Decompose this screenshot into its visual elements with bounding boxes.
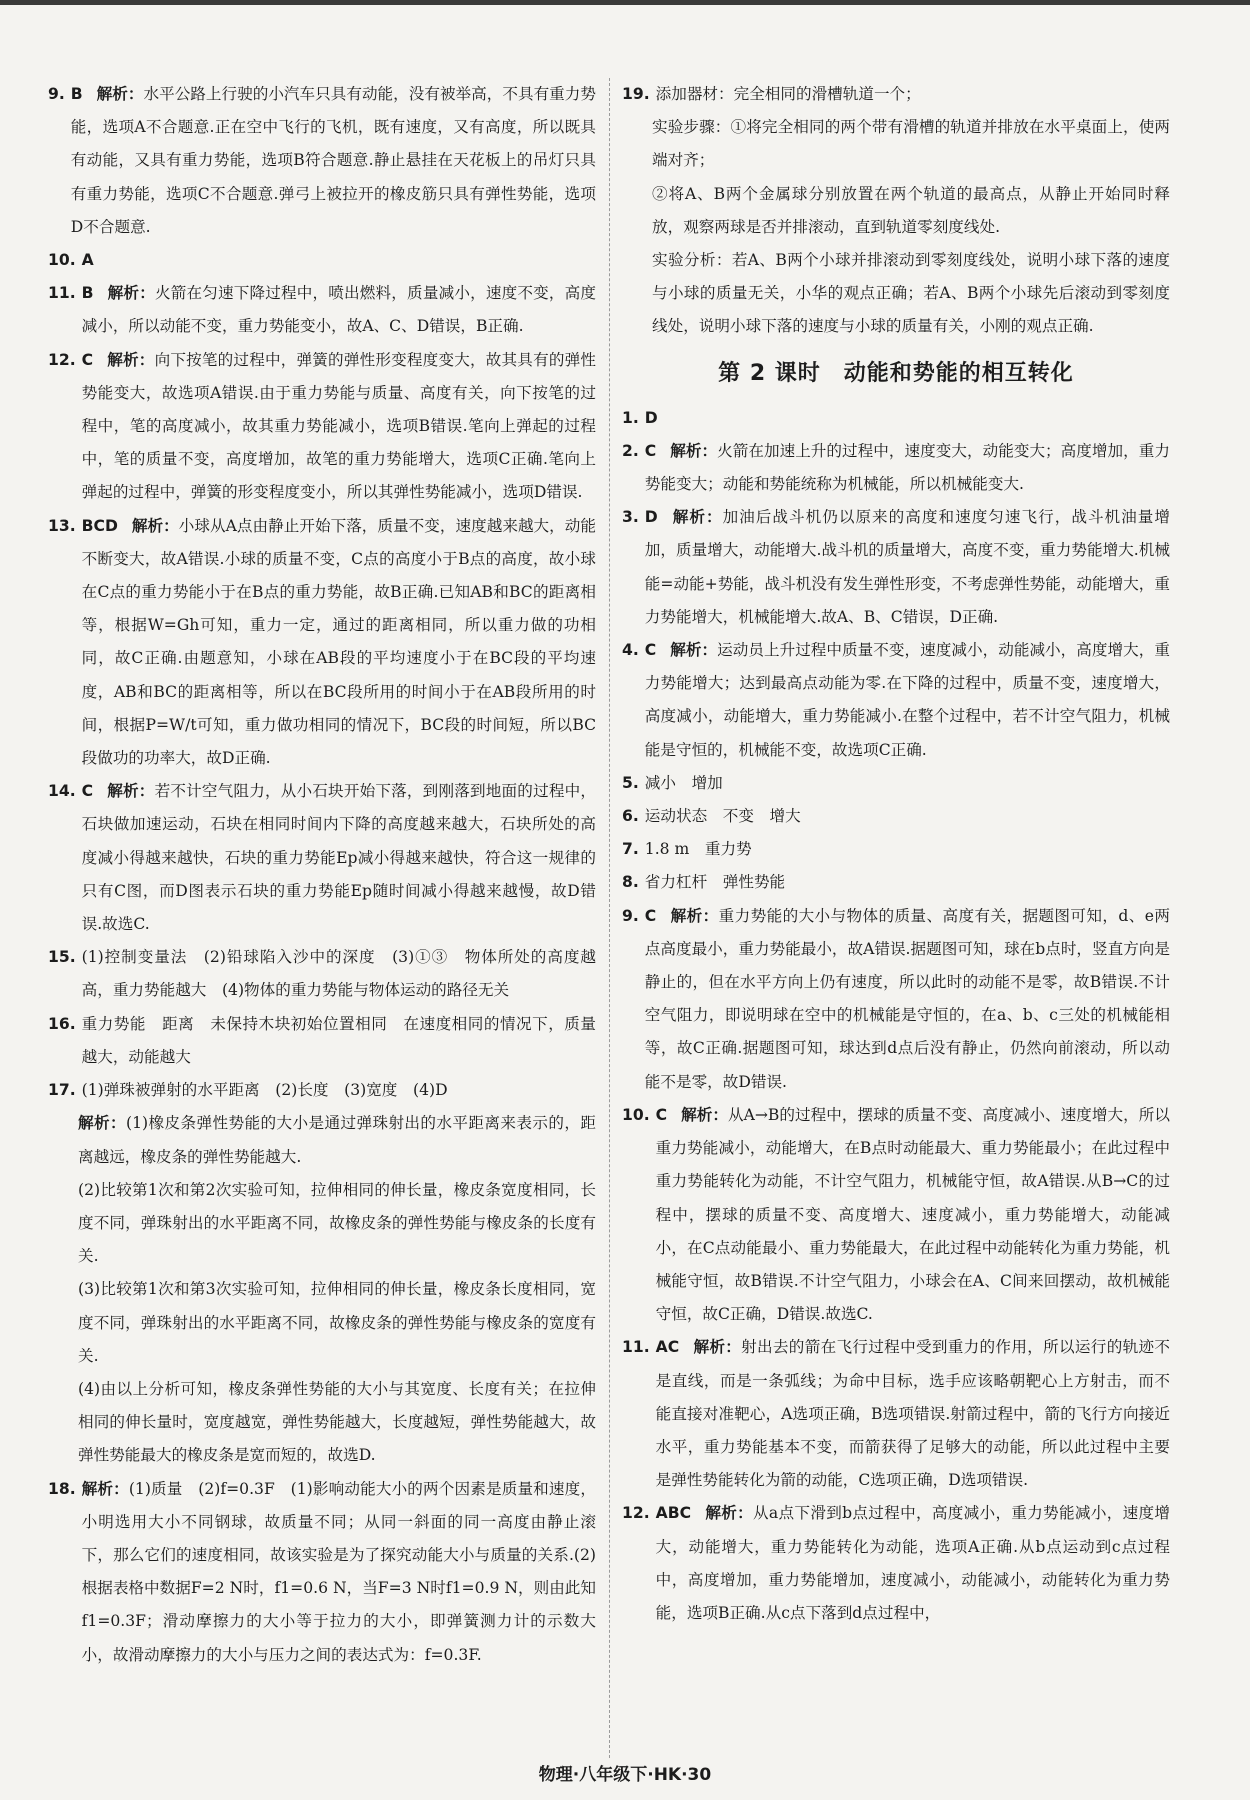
analysis-label: 解析： (81, 1479, 129, 1498)
question-number: 8. (622, 873, 639, 892)
answer-item (622, 833, 1170, 866)
question-number: 7. (622, 840, 639, 859)
answer-text: (1)控制变量法 (2)铅球陷入沙中的深度 (3)①③ 物体所处的高度越高，重力势能越大 (4)物体的重力势能与物体运动的路径无关 (81, 948, 596, 1000)
column-divider (609, 78, 610, 1758)
analysis-label: 解析： (96, 85, 144, 103)
answer-continuation (48, 1107, 596, 1173)
answer-choice: D (644, 508, 658, 527)
answer-item (48, 775, 596, 941)
analysis-label: 解析： (107, 782, 155, 801)
answer-item (622, 900, 1170, 1099)
answer-text: 重力势能 距离 未保持木块初始位置相同 在速度相同的情况下，质量越大，动能越大 (81, 1014, 596, 1066)
question-number: 9. (48, 85, 65, 103)
analysis-label: 解析： (670, 441, 718, 460)
answer-item (48, 1473, 596, 1672)
answer-text: 加油后战斗机仍以原来的高度和速度匀速飞行，战斗机油量增加，质量增大，动能增大.战斗机的质量增大，高度不变，重力势能增大.机械能=动能+势能，战斗机没有发生弹性形变，不考虑弹性势能，动能增大，重力势能增大，机械能增大.故A、B、C错误，D正确. (644, 508, 1170, 626)
question-number: 4. (622, 641, 639, 660)
section-title: 第 2 课时 动能和势能的相互转化 (718, 360, 1074, 386)
answer-text: 重力势能的大小与物体的质量、高度有关，据题图可知，d、e两点高度最小，重力势能最小，故A错误.据题图可知，球在b点时，竖直方向是静止的，但在水平方向上仍有速度，所以此时的动能不是零，故B错误.不计空气阻力，即说明球在空中的机械能是守恒的，在a、b、c三处的机械能相等，故C正确.据题图可知，球达到d点后没有静止，仍然向前滚动，所以动能不是零，故D错误. (644, 906, 1170, 1091)
answer-choice: ABC (655, 1504, 692, 1523)
answer-item (622, 634, 1170, 767)
analysis-label: 解析： (671, 508, 723, 527)
right-column (622, 78, 1170, 1630)
question-number: 6. (622, 807, 639, 826)
analysis-label: 解析： (131, 516, 179, 535)
question-number: 11. (48, 284, 76, 303)
question-number: 5. (622, 773, 639, 792)
answer-text: 省力杠杆 弹性势能 (644, 873, 786, 892)
question-number: 9. (622, 906, 639, 925)
analysis-label: 解析： (107, 284, 155, 303)
question-number: 13. (48, 516, 76, 535)
question-number: 1. (622, 408, 639, 427)
question-number: 10. (48, 251, 76, 270)
question-number: 14. (48, 782, 76, 801)
answer-continuation (622, 178, 1170, 244)
answer-continuation (48, 1174, 596, 1274)
answer-choice: AC (655, 1338, 680, 1357)
analysis-label: 解析： (78, 1114, 126, 1133)
answer-item (622, 402, 1170, 435)
answer-choice: C (644, 906, 657, 925)
answer-choice: B (81, 284, 94, 303)
answer-text: 实验步骤：①将完全相同的两个带有滑槽的轨道并排放在水平桌面上，使两端对齐； (652, 118, 1170, 170)
answer-choice: A (81, 251, 94, 270)
answer-item (622, 800, 1170, 833)
answer-item (622, 78, 1170, 111)
answer-continuation (622, 111, 1170, 177)
answer-item (48, 941, 596, 1007)
top-border (0, 0, 1250, 5)
answer-choice: D (644, 408, 658, 427)
page-footer: 物理·八年级下·HK·30 (538, 1765, 712, 1785)
analysis-label: 解析： (705, 1504, 754, 1523)
answer-text: 向下按笔的过程中，弹簧的弹性形变程度变大，故其具有的弹性势能变大，故选项A错误.由于重力势能与质量、高度有关，向下按笔的过程中，笔的高度减小，故其重力势能减小，选项B错误.笔向上弹起的过程中，笔的质量不变，高度增加，故笔的重力势能增大，选项C正确.笔向上弹起的过程中，弹簧的形变程度变小，所以其弹性势能减小，选项D错误. (81, 350, 596, 502)
answer-continuation (48, 1273, 596, 1373)
answer-text: 添加器材：完全相同的滑槽轨道一个； (655, 85, 921, 103)
question-number: 11. (622, 1338, 650, 1357)
answer-choice: B (70, 85, 83, 103)
answer-continuation (622, 244, 1170, 344)
answer-item (48, 510, 596, 776)
answer-item (622, 767, 1170, 800)
answer-item (48, 344, 596, 510)
answer-text: 减小 增加 (644, 773, 723, 792)
question-number: 16. (48, 1014, 76, 1033)
analysis-label: 解析： (681, 1105, 728, 1124)
answer-text: (1)弹珠被弹射的水平距离 (2)长度 (3)宽度 (4)D (81, 1081, 448, 1100)
answer-item (622, 1331, 1170, 1497)
answer-choice: C (81, 782, 94, 801)
question-number: 17. (48, 1081, 76, 1100)
question-number: 15. (48, 948, 76, 967)
answer-text: 火箭在匀速下降过程中，喷出燃料，质量减小，速度不变，高度减小，所以动能不变，重力势能变小，故A、C、D错误，B正确. (81, 284, 596, 336)
answer-text: 若不计空气阻力，从小石块开始下落，到刚落到地面的过程中，石块做加速运动，石块在相同时间内下降的高度越来越大，石块所处的高度减小得越来越快，石块的重力势能Ep减小得越来越快，符合这一规律的只有C图，而D图表示石块的重力势能Ep随时间减小得越来越慢，故D错误.故选C. (81, 782, 596, 934)
answer-text: (1)橡皮条弹性势能的大小是通过弹珠射出的水平距离来表示的，距离越远，橡皮条的弹性势能越大. (78, 1114, 596, 1166)
answer-choice: C (644, 641, 657, 660)
answer-item (622, 866, 1170, 899)
answer-continuation (48, 1373, 596, 1473)
analysis-label: 解析： (670, 906, 719, 925)
answer-choice: BCD (81, 516, 118, 535)
answer-text: 火箭在加速上升的过程中，速度变大，动能变大；高度增加，重力势能变大；动能和势能统称为机械能，所以机械能变大. (644, 441, 1170, 494)
answer-item (622, 501, 1170, 634)
answer-text: 运动员上升过程中质量不变，速度减小，动能减小，高度增大，重力势能增大；达到最高点动能为零.在下降的过程中，质量不变，速度增大，高度减小，动能增大，重力势能减小.在整个过程中，若不计空气阻力，机械能是守恒的，机械能不变，故选项C正确. (644, 641, 1170, 759)
question-number: 2. (622, 441, 639, 460)
answer-item (48, 1074, 596, 1107)
question-number: 10. (622, 1105, 650, 1124)
answer-choice: C (644, 441, 657, 460)
answer-choice: C (81, 350, 94, 369)
answer-text: (4)由以上分析可知，橡皮条弹性势能的大小与其宽度、长度有关；在拉伸相同的伸长量时，宽度越宽，弹性势能越大，长度越短，弹性势能越大，故弹性势能最大的橡皮条是宽而短的，故选D. (78, 1379, 596, 1465)
answer-text: 运动状态 不变 增大 (644, 807, 801, 826)
answer-text: 从A→B的过程中，摆球的质量不变、高度减小、速度增大，所以重力势能减小，动能增大，在B点时动能最大、重力势能最小；在此过程中重力势能转化为动能，不计空气阻力，机械能守恒，故A错误.从B→C的过程中，摆球的质量不变、高度增大、速度减小，重力势能增大，动能减小，在C点动能最小、重力势能最大，在此过程中动能转化为重力势能，机械能守恒，故B错误.不计空气阻力，小球会在A、C间来回摆动，故机械能守恒，故C正确，D错误.故选C. (655, 1105, 1170, 1324)
question-number: 3. (622, 508, 639, 527)
answer-text: 1.8 m 重力势 (644, 840, 752, 859)
answer-text: 水平公路上行驶的小汽车只具有动能，没有被举高，不具有重力势能，选项A不合题意.正在空中飞行的飞机，既有速度，又有高度，所以既具有动能，又具有重力势能，选项B符合题意.静止悬挂在天花板上的吊灯只具有重力势能，选项C不合题意.弹弓上被拉开的橡皮筋只具有弹性势能，选项D不合题意. (70, 85, 596, 236)
question-number: 12. (48, 350, 76, 369)
answer-item (622, 1099, 1170, 1331)
answer-text: 从a点下滑到b点过程中，高度减小，重力势能减小，速度增大，动能增大，重力势能转化为动能，选项A正确.从b点运动到c点过程中，高度增加，重力势能增加，速度减小，动能减小，动能转化为重力势能，选项B正确.从c点下落到d点过程中， (655, 1504, 1170, 1622)
answer-text: 射出去的箭在飞行过程中受到重力的作用，所以运行的轨迹不是直线，而是一条弧线；为命中目标，选手应该略朝靶心上方射击，而不能直接对准靶心，A选项正确，B选项错误.射箭过程中，箭的飞行方向接近水平，重力势能基本不变，而箭获得了足够大的动能，所以此过程中主要是弹性势能转化为箭的动能，C选项正确，D选项错误. (655, 1338, 1170, 1490)
answer-text: 小球从A点由静止开始下落，质量不变，速度越来越大，动能不断变大，故A错误.小球的质量不变，C点的高度小于B点的高度，故小球在C点的重力势能小于在B点的重力势能，故B正确.已知AB和BC的距离相等，根据W=Gh可知，重力一定，通过的距离相同，所以重力做的功相同，故C正确.由题意知，小球在AB段的平均速度小于在BC段的平均速度，AB和BC的距离相等，所以在BC段所用的时间小于在AB段所用的时间，根据P=W/t可知，重力做功相同的情况下，BC段的时间短，所以BC段做功的功率大，故D正确. (81, 516, 596, 768)
answer-item (48, 277, 596, 343)
analysis-label: 解析： (670, 641, 718, 660)
answer-item (48, 244, 596, 277)
analysis-label: 解析： (107, 350, 155, 369)
answer-item (622, 1497, 1170, 1630)
answer-item (622, 435, 1170, 501)
question-number: 18. (48, 1479, 76, 1498)
answer-text: 实验分析：若A、B两个小球并排滚动到零刻度线处，说明小球下落的速度与小球的质量无关，小华的观点正确；若A、B两个小球先后滚动到零刻度线处，说明小球下落的速度与小球的质量有关，小刚的观点正确. (652, 251, 1170, 336)
question-number: 19. (622, 85, 650, 103)
analysis-label: 解析： (693, 1338, 742, 1357)
answer-text: ②将A、B两个金属球分别放置在两个轨道的最高点，从静止开始同时释放，观察两球是否并排滚动，直到轨道零刻度线处. (652, 184, 1170, 236)
answer-item (48, 1008, 596, 1074)
answer-text: (1)质量 (2)f=0.3F (1)影响动能大小的两个因素是质量和速度，小明选用大小不同钢球，故质量不同；从同一斜面的同一高度由静止滚下，那么它们的速度相同，故该实验是为了探究动能大小与质量的关系.(2)根据表格中数据F=2 N时，f1=0.6 N，当F=3 N时f1=0.9 N，则由此知f1=0.3F；滑动摩擦力的大小等于拉力的大小，即弹簧测力计的示数大小，故滑动摩擦力的大小与压力之间的表达式为：f=0.3F. (81, 1479, 596, 1664)
answer-text: (2)比较第1次和第2次实验可知，拉伸相同的伸长量，橡皮条宽度相同，长度不同，弹珠射出的水平距离不同，故橡皮条的弹性势能与橡皮条的长度有关. (78, 1180, 596, 1266)
answer-choice: C (655, 1105, 668, 1124)
left-column (48, 78, 596, 1672)
question-number: 12. (622, 1504, 650, 1523)
answer-text: (3)比较第1次和第3次实验可知，拉伸相同的伸长量，橡皮条长度相同，宽度不同，弹珠射出的水平距离不同，故橡皮条的弹性势能与橡皮条的宽度有关. (78, 1280, 596, 1365)
answer-item (48, 78, 596, 244)
